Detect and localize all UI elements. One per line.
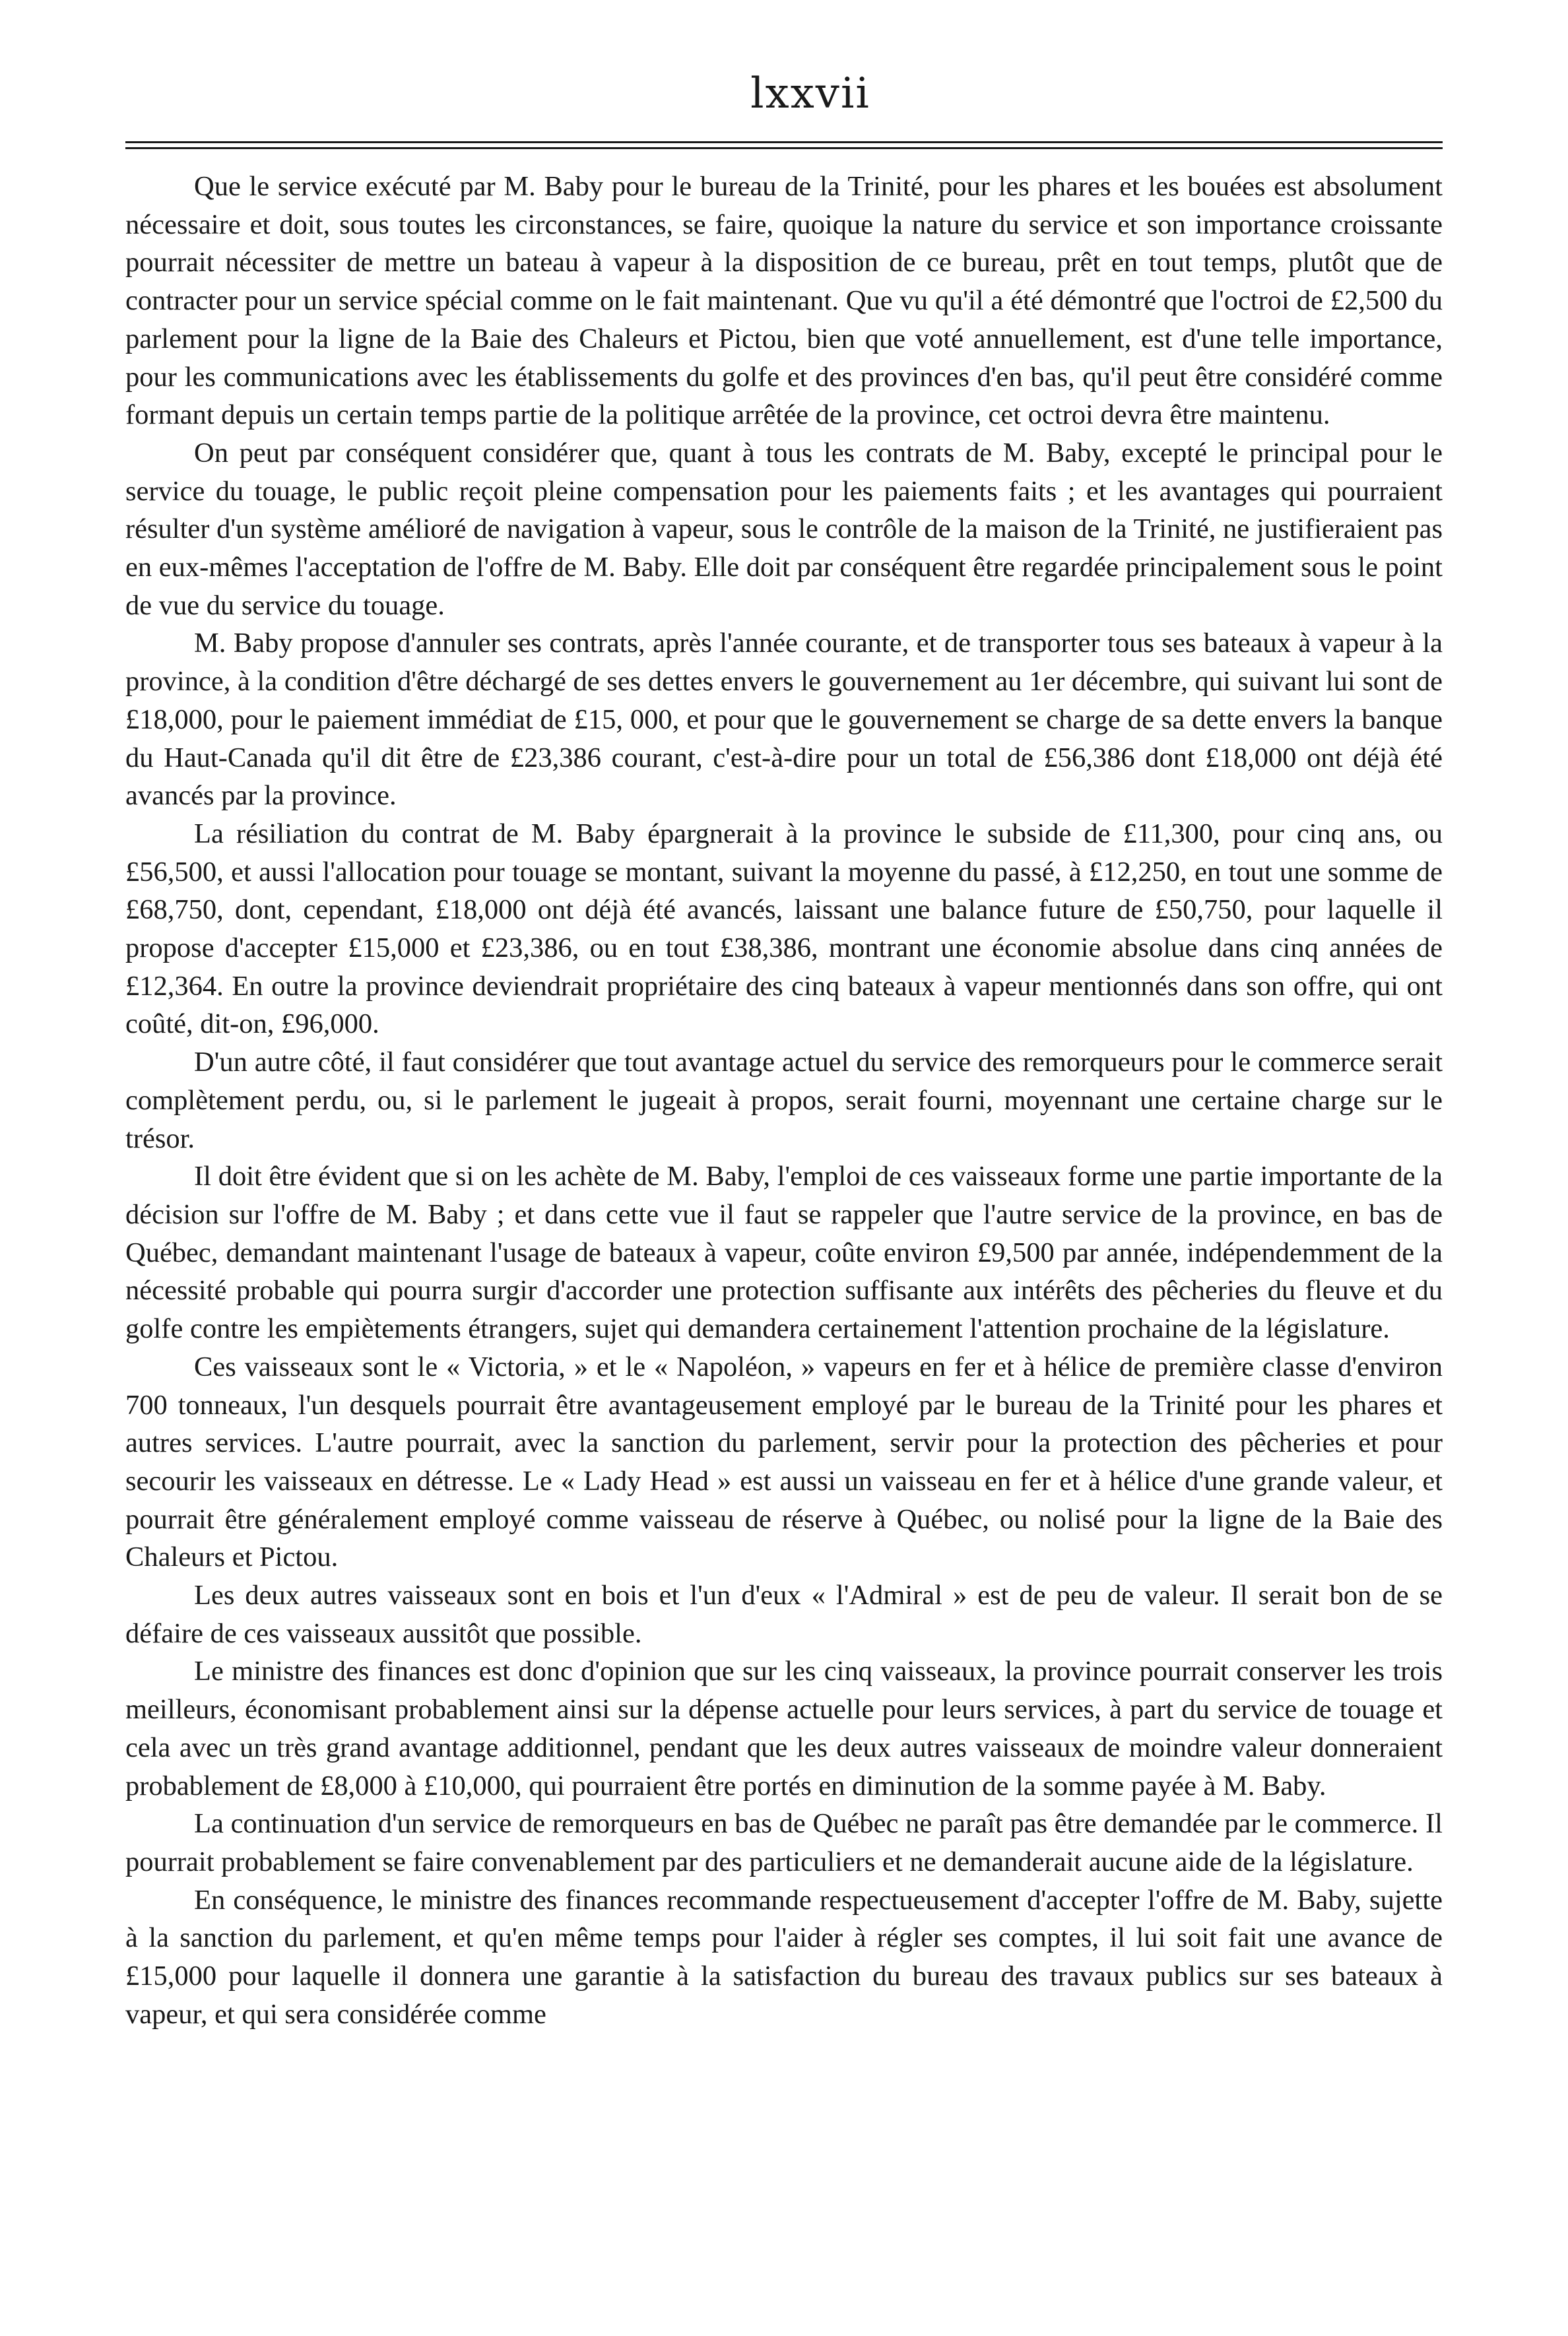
- header-rule: [125, 141, 1443, 149]
- paragraph-7: Ces vaisseaux sont le « Victoria, » et le « Napoléon, » vapeurs en fer et à hélice de première classe d'environ 700 tonneaux, l'un desquels pourrait être avantageusement employé par le bureau de la Trinité pour les phares et autres services. L'autre pourrait, avec la sanction du parlement, servir pour la protection des pêcheries et pour secourir les vaisseaux en détresse. Le « Lady Head » est aussi un vaisseau en fer et à hélice d'une grande valeur, et pourrait être généralement employé comme vaisseau de réserve à Québec, ou nolisé pour la ligne de la Baie des Chaleurs et Pictou.: [125, 1351, 1443, 1573]
- body-text: [125, 168, 1443, 2033]
- paragraph-5: D'un autre côté, il faut considérer que tout avantage actuel du service des remorqueurs pour le commerce serait complètement perdu, ou, si le parlement le jugeait à propos, serait fourni, moyennant une certaine charge sur le trésor.: [125, 1047, 1443, 1154]
- page-number: lxxvii: [750, 69, 870, 118]
- paragraph-6: Il doit être évident que si on les achète de M. Baby, l'emploi de ces vaisseaux forme une partie importante de la décision sur l'offre de M. Baby ; et dans cette vue il faut se rappeler que l'autre service de la province, en bas de Québec, demandant maintenant l'usage de bateaux à vapeur, coûte environ £9,500 par année, indépendemment de la nécessité probable qui pourra surgir d'accorder une protection suffisante aux intérêts des pêcheries du fleuve et du golfe contre les empiètements étrangers, sujet qui demandera certainement l'attention prochaine de la législature.: [125, 1161, 1443, 1345]
- document-page: [125, 69, 1443, 2033]
- paragraph-9: Le ministre des finances est donc d'opinion que sur les cinq vaisseaux, la province pourrait conserver les trois meilleurs, économisant probablement ainsi sur la dépense actuelle pour leurs services, à part du service de touage et cela avec un très grand avantage additionnel, pendant que les deux autres vaisseaux de moindre valeur donneraient probablement de £8,000 à £10,000, qui pourraient être portés en diminution de la somme payée à M. Baby.: [125, 1656, 1443, 1801]
- paragraph-2: On peut par conséquent considérer que, quant à tous les contrats de M. Baby, excepté le principal pour le service du touage, le public reçoit pleine compensation pour les paiements faits ; et les avantages qui pourraient résulter d'un système amélioré de navigation à vapeur, sous le contrôle de la maison de la Trinité, ne justifieraient pas en eux-mêmes l'acceptation de l'offre de M. Baby. Elle doit par conséquent être regardée principalement sous le point de vue du service du touage.: [125, 437, 1443, 621]
- paragraph-1: Que le service exécuté par M. Baby pour le bureau de la Trinité, pour les phares et les bouées est absolument nécessaire et doit, sous toutes les circonstances, se faire, quoique la nature du service et son importance croissante pourrait nécessiter de mettre un bateau à vapeur à la disposition de ce bureau, prêt en tout temps, plutôt que de contracter pour un service spécial comme on le fait maintenant. Que vu qu'il a été démontré que l'octroi de £2,500 du parlement pour la ligne de la Baie des Chaleurs et Pictou, bien que voté annuellement, est d'une telle importance, pour les communications avec les établissements du golfe et des provinces d'en bas, qu'il peut être considéré comme formant depuis un certain temps partie de la politique arrêtée de la province, cet octroi devra être maintenu.: [125, 171, 1443, 431]
- paragraph-4: La résiliation du contrat de M. Baby épargnerait à la province le subside de £11,300, pour cinq ans, ou £56,500, et aussi l'allocation pour touage se montant, suivant la moyenne du passé, à £12,250, en tout une somme de £68,750, dont, cependant, £18,000 ont déjà été avancés, laissant une balance future de £50,750, pour laquelle il propose d'accepter £15,000 et £23,386, ou en tout £38,386, montrant une économie absolue dans cinq années de £12,364. En outre la province deviendrait propriétaire des cinq bateaux à vapeur mentionnés dans son offre, qui ont coûté, dit-on, £96,000.: [125, 818, 1443, 1040]
- paragraph-10: La continuation d'un service de remorqueurs en bas de Québec ne paraît pas être demandée par le commerce. Il pourrait probablement se faire convenablement par des particuliers et ne demanderait aucune aide de la législature.: [125, 1808, 1443, 1877]
- paragraph-11: En conséquence, le ministre des finances recommande respectueusement d'accepter l'offre de M. Baby, sujette à la sanction du parlement, et qu'en même temps pour l'aider à régler ses comptes, il lui soit fait une avance de £15,000 pour laquelle il donnera une garantie à la satisfaction du bureau des travaux publics sur ses bateaux à vapeur, et qui sera considérée comme: [125, 1884, 1443, 2030]
- paragraph-3: M. Baby propose d'annuler ses contrats, après l'année courante, et de transporter tous ses bateaux à vapeur à la province, à la condition d'être déchargé de ses dettes envers le gouvernement au 1er décembre, qui suivant lui sont de £18,000, pour le paiement immédiat de £15, 000, et pour que le gouvernement se charge de sa dette envers la banque du Haut-Canada qu'il dit être de £23,386 courant, c'est-à-dire pour un total de £56,386 dont £18,000 ont déjà été avancés par la province.: [125, 628, 1443, 812]
- paragraph-8: Les deux autres vaisseaux sont en bois et l'un d'eux « l'Admiral » est de peu de valeur. Il serait bon de se défaire de ces vaisseaux aussitôt que possible.: [125, 1580, 1443, 1649]
